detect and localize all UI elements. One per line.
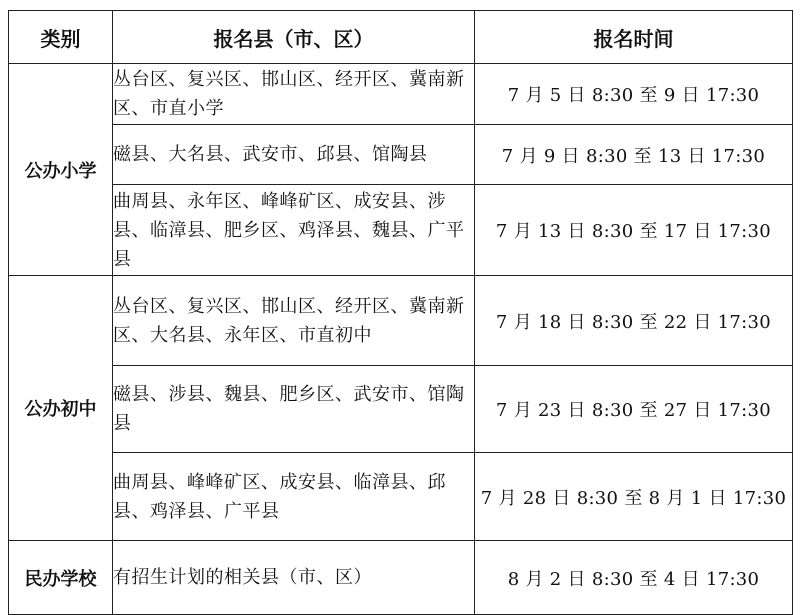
county-cell: 丛台区、复兴区、邯山区、经开区、冀南新区、大名县、永年区、市直初中 [113,276,475,366]
time-cell: 7 月 23 日 8:30 至 27 日 17:30 [475,366,793,453]
county-cell: 丛台区、复兴区、邯山区、经开区、冀南新区、市直小学 [113,64,475,125]
registration-schedule-table [8,10,793,615]
time-cell: 7 月 28 日 8:30 至 8 月 1 日 17:30 [475,453,793,541]
time-cell: 8 月 2 日 8:30 至 4 日 17:30 [475,541,793,615]
category-cell-private: 民办学校 [9,541,113,615]
time-cell: 7 月 13 日 8:30 至 17 日 17:30 [475,185,793,276]
header-county: 报名县（市、区） [113,11,475,64]
table-row [9,366,793,453]
header-category: 类别 [9,11,113,64]
table-row [9,541,793,615]
county-cell: 磁县、大名县、武安市、邱县、馆陶县 [113,125,475,185]
time-cell: 7 月 5 日 8:30 至 9 日 17:30 [475,64,793,125]
county-cell: 曲周县、峰峰矿区、成安县、临漳县、邱县、鸡泽县、广平县 [113,453,475,541]
table-row [9,453,793,541]
table-row [9,276,793,366]
header-time: 报名时间 [475,11,793,64]
county-cell: 曲周县、永年区、峰峰矿区、成安县、涉县、临漳县、肥乡区、鸡泽县、魏县、广平县 [113,185,475,276]
table-row [9,125,793,185]
county-cell: 磁县、涉县、魏县、肥乡区、武安市、馆陶县 [113,366,475,453]
table-row [9,185,793,276]
header-row [9,11,793,64]
county-cell: 有招生计划的相关县（市、区） [113,541,475,615]
time-cell: 7 月 9 日 8:30 至 13 日 17:30 [475,125,793,185]
table-row [9,64,793,125]
category-cell-junior: 公办初中 [9,276,113,541]
category-cell-primary: 公办小学 [9,64,113,276]
time-cell: 7 月 18 日 8:30 至 22 日 17:30 [475,276,793,366]
